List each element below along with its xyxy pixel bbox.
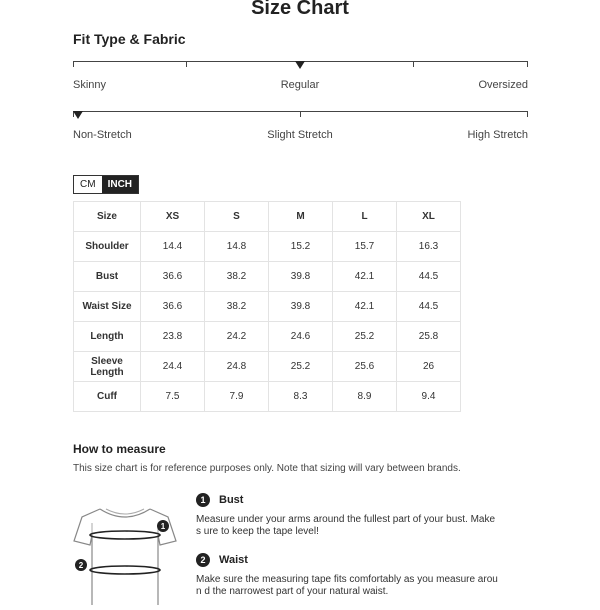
table-cell: 7.5	[141, 382, 205, 412]
unit-cm-button[interactable]: CM	[80, 179, 96, 190]
table-cell: 25.2	[269, 352, 333, 382]
table-cell: 24.2	[205, 322, 269, 352]
table-cell: 7.9	[205, 382, 269, 412]
table-row	[74, 232, 461, 262]
fit-type-scale	[73, 61, 528, 73]
stretch-scale	[73, 111, 528, 123]
table-cell: 24.6	[269, 322, 333, 352]
table-row	[74, 352, 461, 382]
unit-toggle	[73, 175, 139, 194]
table-cell: 25.6	[333, 352, 397, 382]
stretch-label-slight: Slight Stretch	[267, 129, 333, 141]
table-header: S	[205, 202, 269, 232]
table-cell: 9.4	[397, 382, 461, 412]
table-row	[74, 292, 461, 322]
measure-item-title: Bust	[219, 494, 244, 506]
number-badge: 2	[196, 553, 210, 567]
table-cell: 26	[397, 352, 461, 382]
table-cell: 44.5	[397, 292, 461, 322]
table-cell: 25.2	[333, 322, 397, 352]
table-cell: 14.4	[141, 232, 205, 262]
how-to-measure-description: This size chart is for reference purposes only. Note that sizing will vary between brands.	[73, 463, 461, 474]
table-header: XS	[141, 202, 205, 232]
number-badge: 1	[196, 493, 210, 507]
selected-fit-marker	[295, 61, 305, 69]
row-label: Shoulder	[74, 232, 141, 262]
table-row	[74, 382, 461, 412]
table-cell: 23.8	[141, 322, 205, 352]
table-cell: 44.5	[397, 262, 461, 292]
table-cell: 39.8	[269, 262, 333, 292]
table-cell: 8.9	[333, 382, 397, 412]
how-to-measure-title: How to measure	[73, 442, 166, 456]
table-header: L	[333, 202, 397, 232]
stretch-labels	[73, 129, 528, 143]
fit-label-skinny: Skinny	[73, 79, 107, 91]
page-title: Size Chart	[251, 0, 349, 19]
shirt-icon	[70, 495, 180, 605]
fit-label-oversized: Oversized	[478, 79, 528, 91]
fit-type-labels	[73, 79, 528, 93]
table-cell: 8.3	[269, 382, 333, 412]
table-cell: 39.8	[269, 292, 333, 322]
table-header: M	[269, 202, 333, 232]
selected-stretch-marker	[73, 111, 83, 119]
table-cell: 36.6	[141, 262, 205, 292]
shirt-measure-illustration	[70, 495, 180, 605]
table-header: XL	[397, 202, 461, 232]
row-label: Sleeve Length	[74, 352, 141, 382]
table-row	[74, 262, 461, 292]
stretch-label-non: Non-Stretch	[73, 129, 132, 141]
table-cell: 14.8	[205, 232, 269, 262]
scale-tick	[413, 61, 414, 67]
measure-item-text: Make sure the measuring tape fits comfortably as you measure aroun d the narrowest part of your natural waist.	[196, 574, 498, 597]
measure-item-heading	[196, 493, 506, 507]
fit-section-title: Fit Type & Fabric	[73, 31, 186, 47]
table-cell: 36.6	[141, 292, 205, 322]
table-header-row	[74, 202, 461, 232]
size-table	[73, 201, 461, 412]
fit-label-regular: Regular	[280, 79, 320, 91]
scale-tick	[73, 61, 74, 67]
scale-tick	[186, 61, 187, 67]
table-cell: 25.8	[397, 322, 461, 352]
row-label: Waist Size	[74, 292, 141, 322]
unit-inch-button[interactable]: INCH	[102, 176, 138, 193]
measure-item-waist	[196, 553, 506, 598]
table-cell: 24.4	[141, 352, 205, 382]
measure-item-title: Waist	[219, 554, 248, 566]
row-label: Bust	[74, 262, 141, 292]
row-label: Length	[74, 322, 141, 352]
svg-text:1: 1	[160, 522, 166, 531]
measure-item-bust	[196, 493, 506, 538]
table-cell: 15.2	[269, 232, 333, 262]
table-cell: 38.2	[205, 292, 269, 322]
measure-item-heading	[196, 553, 506, 567]
row-label: Cuff	[74, 382, 141, 412]
measure-item-text: Measure under your arms around the fullest part of your bust. Make s ure to keep the tape level!	[196, 514, 496, 537]
scale-tick	[527, 61, 528, 67]
table-row	[74, 322, 461, 352]
table-cell: 24.8	[205, 352, 269, 382]
table-cell: 38.2	[205, 262, 269, 292]
table-cell: 42.1	[333, 292, 397, 322]
table-header: Size	[74, 202, 141, 232]
stretch-label-high: High Stretch	[467, 129, 528, 141]
table-cell: 15.7	[333, 232, 397, 262]
table-cell: 42.1	[333, 262, 397, 292]
table-cell: 16.3	[397, 232, 461, 262]
scale-tick	[300, 111, 301, 117]
scale-tick	[527, 111, 528, 117]
svg-text:2: 2	[78, 561, 84, 570]
